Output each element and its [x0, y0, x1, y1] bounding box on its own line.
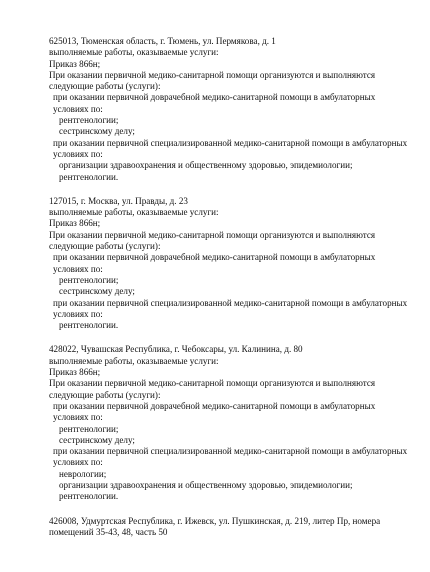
service-item: сестринскому делу;: [59, 434, 135, 445]
primary-specialized-header: при оказании первичной специализированной медико-санитарной помощи в амбулаторных условиях по:: [53, 137, 408, 159]
address: 625013, Тюменская область, г. Тюмень, ул. Пермякова, д. 1: [49, 36, 276, 46]
primary-prehospital-header: при оказании первичной доврачебной медико-санитарной помощи в амбулаторных условиях по:: [53, 400, 376, 423]
primary-prehospital-header: при оказании первичной доврачебной медико-санитарной помощи в амбулаторных условиях по:: [53, 252, 376, 274]
intro: При оказании первичной медико-санитарной помощи организуются и выполняются следующие работы (услуги):: [49, 229, 376, 252]
intro: При оказании первичной медико-санитарной помощи организуются и выполняются следующие работы (услуги):: [49, 378, 376, 400]
address-entry: [49, 344, 409, 502]
service-item: рентгенологии.: [59, 171, 119, 182]
intro: При оказании первичной медико-санитарной помощи организуются и выполняются следующие работы (услуги):: [49, 69, 376, 92]
order: Приказ 866н;: [49, 367, 101, 378]
document-page: [49, 36, 409, 551]
services-header: выполняемые работы, оказываемые услуги:: [49, 47, 219, 58]
order: Приказ 866н;: [49, 58, 101, 69]
address: 428022, Чувашская Республика, г. Чебоксары, ул. Калинина, д. 80: [49, 344, 303, 355]
address-entry: [49, 196, 409, 332]
service-item: рентгенологии;: [59, 274, 119, 285]
service-item: рентгенологии;: [59, 423, 119, 434]
address: 127015, г. Москва, ул. Правды, д. 23: [49, 195, 188, 206]
services-header: выполняемые работы, оказываемые услуги:: [49, 355, 219, 366]
primary-specialized-header: при оказании первичной специализированной медико-санитарной помощи в амбулаторных условиях по:: [53, 446, 408, 468]
service-item: организации здравоохранения и общественному здоровью, эпидемиологии;: [59, 479, 353, 490]
address: 426008, Удмуртская Республика, г. Ижевск, ул. Пушкинская, д. 219, литер Пр, номера помещений 35-43, 48, часть 50: [49, 515, 381, 537]
service-item: рентгенологии;: [59, 115, 119, 126]
service-item: сестринскому делу;: [59, 126, 135, 137]
address-entry: [49, 516, 409, 539]
service-item: неврологии;: [59, 468, 107, 479]
service-item: рентгенологии.: [59, 320, 119, 331]
service-item: рентгенологии.: [59, 491, 119, 502]
service-item: сестринскому делу;: [59, 286, 135, 297]
address-entry: [49, 36, 409, 183]
service-item: организации здравоохранения и общественному здоровью, эпидемиологии;: [59, 160, 353, 171]
primary-prehospital-header: при оказании первичной доврачебной медико-санитарной помощи в амбулаторных условиях по:: [53, 92, 376, 114]
order: Приказ 866н;: [49, 218, 101, 229]
primary-specialized-header: при оказании первичной специализированной медико-санитарной помощи в амбулаторных условиях по:: [53, 297, 408, 319]
services-header: выполняемые работы, оказываемые услуги:: [49, 207, 219, 218]
